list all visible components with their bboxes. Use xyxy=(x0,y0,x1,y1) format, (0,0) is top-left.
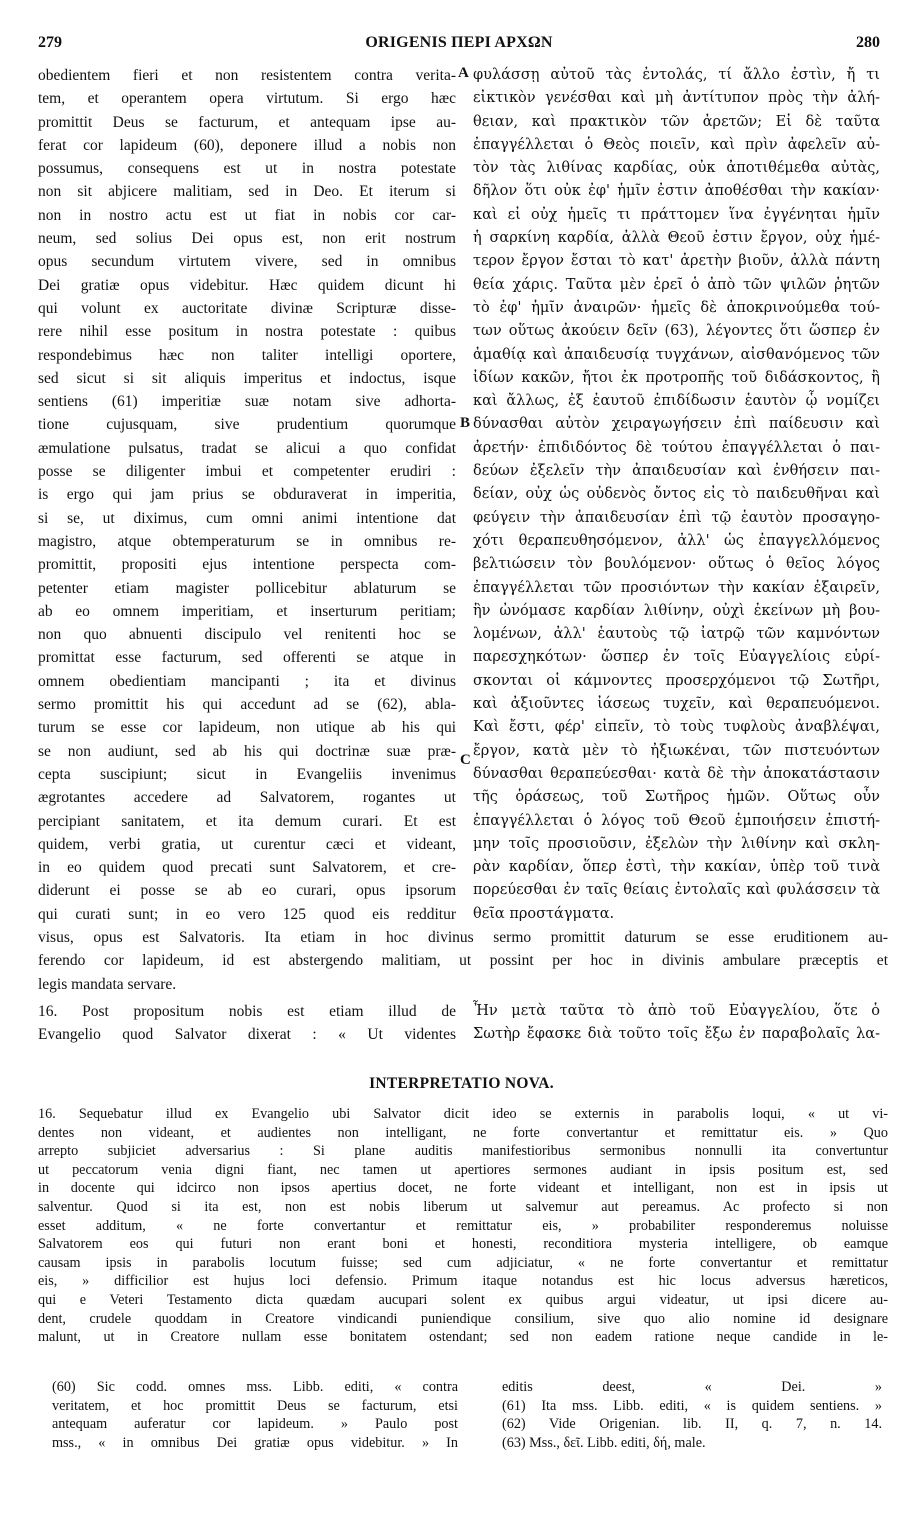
footnote-line: antequam auferatur cor lapideum. » Paulo post xyxy=(52,1416,458,1433)
full-width-text-line: visus, opus est Salvatoris. Ita etiam in hoc divinus sermo promittit daturum se esse eruditionem au- xyxy=(38,929,888,946)
full-width-lines xyxy=(38,926,888,996)
footnote-line: veritatem, et hoc promittit Deus se facturum, etsi xyxy=(52,1397,458,1414)
latin-text-line: Evangelio quod Salvator dixerat : « Ut videntes xyxy=(38,1026,456,1044)
interpretatio-text-line: esset additum, « ne forte convertantur et remittatur eis, » probabiliter responderemus noluisse xyxy=(38,1217,888,1234)
footnotes-left xyxy=(52,1378,458,1452)
greek-text-line: Ἦν μετὰ ταῦτα τὸ ἀπὸ τοῦ Εὐαγγελίου, ὅτε ὁ xyxy=(473,1003,880,1019)
greek-text-line: φεύγειν τὴν ἀπαιδευσίαν ἐπὶ τῷ ἑαυτὸν προσαγηο- xyxy=(473,509,880,526)
latin-text-line: tione cujusquam, sive prudentium quorumque xyxy=(38,416,456,434)
latin-text-line: non in nostro actu est ut fiat in nobis cor car- xyxy=(38,206,456,224)
greek-text-line: ἔργον, κατὰ μὲν τὸ ἠξιωκέναι, τῶν πιστευόντων xyxy=(473,742,880,759)
latin-text-line: diderunt ei posse se ab eo curari, opus ipsorum xyxy=(38,882,456,900)
interpretatio-text-line: 16. Sequebatur illud ex Evangelio ubi Salvator dicit ideo se externis in parabolis loqui, « ut vi- xyxy=(38,1106,888,1122)
running-header xyxy=(38,34,880,54)
interpretatio-text-line: causam ipsis in parabolis locutum fuisse; sed cum adjiciatur, « ne forte convertantur et remittatur xyxy=(38,1254,888,1271)
latin-text-line: sentiens (61) imperitiæ suæ notam sive adhorta- xyxy=(38,393,456,411)
greek-text-line: δῆλον ὅτι οὐκ ἐφ' ἡμῖν ἐστιν ἀποθέσθαι τὴν κακίαν· xyxy=(473,183,880,200)
greek-text-line: ἐπαγγέλλεται τῶν προσιόντων τὴν κακίαν ἐξαιρεῖν, xyxy=(473,579,880,596)
latin-text-line: rere nihil esse positum in nostra potestate : quibus xyxy=(38,323,456,341)
margin-mark-a: A xyxy=(458,65,469,81)
latin-text-line: obedientem fieri et non resistentem contra verita- xyxy=(38,67,456,84)
greek-text-line: Σωτὴρ ἔφασκε διὰ τοῦτο τοῖς ἔξω ἐν παραβολαῖς λα- xyxy=(473,1026,880,1043)
greek-text-line: ἀρετήν· ἐπιδιδόντος δὲ τούτου ἐπαγγέλλεται ὁ παι- xyxy=(473,439,880,456)
greek-text-line: παρεσχηκότων· ὥσπερ ἐν τοῖς Εὐαγγελίοις εὑρί- xyxy=(473,649,880,666)
latin-text-line: non quo abnuenti discipulo vel renitenti hoc se xyxy=(38,626,456,644)
latin-text-line: Dei gratiæ opus videbitur. Hæc quidem dicunt hi xyxy=(38,276,456,294)
greek-text-line: βελτιώσειν τὸν βουλόμενον· οὕτως ὁ θεῖος λόγος xyxy=(473,556,880,573)
margin-mark-b: B xyxy=(460,415,471,431)
greek-text-line: χότι θεραπευθησόμενον, ἀλλ' ὡς ἐπαγγελλόμενος xyxy=(473,532,880,549)
latin-text-line: percipiant sanitatem, et ita demum curari. Et est xyxy=(38,812,456,830)
interpretatio-text-line: eis, » difficilior est hujus loci defensio. Primum itaque notandus est hic locus adversus hæreticos, xyxy=(38,1273,888,1290)
latin-text-line: qui curati sunt; in eo vero 125 quod eis redditur xyxy=(38,905,456,923)
interpretatio-nova-text xyxy=(38,1105,888,1347)
interpretatio-text-line: salventur. Quod si ita est, non est nobis liberum ut salvemur aut pereamus. Ac profecto si non xyxy=(38,1198,888,1215)
footnotes-right xyxy=(502,1378,882,1452)
full-width-text-line: ferendo cor lapideum, id est abstergendo malitiam, ut possint per hoc in divinis ambulare præceptis et xyxy=(38,952,888,970)
latin-text-line: cepta suscipiunt; sicut in Evangeliis invenimus xyxy=(38,765,456,783)
latin-text-line: sed sicut si sit aliquis imperitus et indoctus, isque xyxy=(38,369,456,387)
latin-text-line: magistro, atque obtemperaturum se in omnibus re- xyxy=(38,532,456,550)
greek-text-line: τὸ ἐφ' ἡμῖν ἀναιρῶν· ἡμεῖς δὲ ἀποκρινούμεθα τού- xyxy=(473,299,880,316)
latin-text-line: opus secundum virtutem vivere, sed in omnibus xyxy=(38,253,456,271)
greek-text-line: των οὕτως ἀκούειν δεῖν (63), λέγοντες ὅτι ὥσπερ ἐν xyxy=(473,323,880,340)
running-title: ORIGENIS ΠΕΡΙ ΑΡΧΩΝ xyxy=(365,34,553,51)
greek-text-line: θεία χάρις. Ταῦτα μὲν ἐρεῖ ὁ ἀπὸ τῶν ψιλῶν ῥητῶν xyxy=(473,276,880,293)
latin-text-line: quidem, verbi gratia, ut curentur cæci et videant, xyxy=(38,835,456,853)
greek-text-line: ἰδίων κακῶν, ἤτοι ἐκ προτροπῆς τοῦ διδάσκοντος, ἢ xyxy=(473,369,880,386)
greek-text-line: δύνασθαι θεραπεύεσθαι· κατὰ δὲ τὴν ἀποκατάστασιν xyxy=(473,765,880,782)
greek-text-line: ρὰν καρδίαν, ὅπερ ἐστὶ, τὴν κακίαν, ὑπὲρ τοῦ τινὰ xyxy=(473,859,880,876)
greek-text-line: τὸν τὰς λιθίνας καρδίας, οὐκ ἀποτιθέμεθα αὐτὰς, xyxy=(473,160,880,177)
greek-text-line: φυλάσσῃ αὐτοῦ τὰς ἐντολάς, τί ἄλλο ἐστὶν, ἤ τι xyxy=(473,67,880,83)
greek-text-line: καὶ εἰ οὐχ ἡμεῖς τι πράττομεν ἵνα ἐγγένηται ἡμῖν xyxy=(473,206,880,223)
greek-text-line: καὶ ἀξιοῦντες ἰάσεως τυχεῖν, καὶ θεραπευόμενοι. xyxy=(473,696,880,713)
footnote-line: mss., « in omnibus Dei gratiæ opus videbitur. » In xyxy=(52,1434,458,1451)
paragraph-16-greek xyxy=(473,1000,880,1047)
greek-text-line: ἡ σαρκίνη καρδία, ἀλλὰ Θεοῦ ἐστιν ἔργον, οὐχ ἡμέ- xyxy=(473,230,880,247)
greek-text-line: ἐπαγγέλλεται ὁ Θεὸς ποιεῖν, καὶ πρὶν ἀφελεῖν αὐ- xyxy=(473,136,880,153)
greek-text-line: ἐπαγγέλλεται ὁ λόγος τοῦ Θεοῦ ἐμποιήσειν ἐπιστή- xyxy=(473,812,880,829)
greek-text-line: δύνασθαι αὐτὸν χειραγωγήσειν ἐπὶ παίδευσιν καὶ xyxy=(473,416,880,433)
latin-text-line: possumus, consequens est ut in nostra potestate xyxy=(38,160,456,178)
greek-text-line: θειαν, καὶ πρακτικὸν τῶν ἀρετῶν; Εἰ δὲ ταῦτα xyxy=(473,113,880,130)
footnote-line: editis deest, « Dei. » xyxy=(502,1379,882,1395)
latin-text-line: tem, et operantem opera virtutum. Si ergo hæc xyxy=(38,90,456,108)
greek-text-line: σκονται οἱ κάμνοντες προσερχόμενοι τῷ Σωτῆρι, xyxy=(473,672,880,689)
latin-column xyxy=(38,64,456,926)
section-title: INTERPRETATIO NOVA. xyxy=(369,1075,554,1092)
page-number-right: 280 xyxy=(856,34,880,51)
greek-text-line: εἰκτικὸν γενέσθαι καὶ μὴ ἀντίτυπον πρὸς τὴν ἀλή- xyxy=(473,90,880,107)
latin-text-line: is ergo qui jam prius se obduraverat in imperitia, xyxy=(38,486,456,504)
greek-text-line: δείαν, οὐχ ὡς οὐδενὸς ὄντος εἰς τὸ παιδευθῆναι καὶ xyxy=(473,486,880,503)
footnote-line: (60) Sic codd. omnes mss. Libb. editi, « contra xyxy=(52,1379,458,1395)
latin-text-line: promittit Deus se facturum, et antequam ipse au- xyxy=(38,113,456,131)
interpretatio-text-line: dent, crudele quoddam in Creatore vindicandi puniendique consilium, sive quo alio nomine id designare xyxy=(38,1310,888,1327)
greek-text-line: λομένων, ἀλλ' ἑαυτοὺς τῷ ἰατρῷ τῶν καμνόντων xyxy=(473,626,880,643)
paragraph-16-latin xyxy=(38,1000,456,1047)
latin-text-line: promittat esse facturum, sed offerenti se atque in xyxy=(38,649,456,667)
latin-text-line: respondebimus hæc non taliter intelligi oportere, xyxy=(38,346,456,364)
latin-text-line: æmulatione pulsatus, tradat se alicui a quo confidat xyxy=(38,439,456,457)
interpretatio-text-line: arrepto subjiciet adversarius : Si plane auditis manifestioribus sermonibus nonnulli ita convertuntur xyxy=(38,1143,888,1160)
latin-text-line: in eo quidem quod precati sunt Salvatorem, et cre- xyxy=(38,859,456,877)
latin-text-line: ægrotantes accedere ad Salvatorem, rogantes ut xyxy=(38,789,456,807)
latin-text-line: petenter etiam magister pollicebitur ablaturum se xyxy=(38,579,456,597)
greek-text-line: τῆς ὁράσεως, τοῦ Σωτῆρος ἡμῶν. Οὕτως οὖν xyxy=(473,789,880,806)
latin-text-line: non sit abjicere malitiam, sed in Deo. Et iterum si xyxy=(38,183,456,201)
latin-text-line: turum se esse cor lapideum, non utique ab his qui xyxy=(38,719,456,737)
greek-text-line: θεῖα προστάγματα. xyxy=(473,905,615,922)
margin-mark-c: C xyxy=(460,752,471,768)
greek-column xyxy=(473,64,880,926)
footnote-line: (63) Mss., δεῖ. Libb. editi, δή, male. xyxy=(502,1434,706,1451)
full-width-text-line: legis mandata servare. xyxy=(38,975,177,993)
interpretatio-text-line: qui e Veteri Testamento dicta quædam aucupari solent ex quibus argui videatur, ut ipsi dicere au- xyxy=(38,1291,888,1308)
greek-text-line: τερον ἔργον ἔσται τὸ κατ' ἀρετὴν βιοῦν, ἀλλὰ πάντη xyxy=(473,253,880,270)
latin-text-line: neum, sed solius Dei opus est, non erit nostrum xyxy=(38,230,456,248)
greek-text-line: Καὶ ἔστι, φέρ' εἰπεῖν, τὸ τοὺς τυφλοὺς ἀναβλέψαι, xyxy=(473,719,880,736)
latin-text-line: se non audiunt, sed ab his qui doctrinæ suæ præ- xyxy=(38,742,456,760)
latin-text-line: promittit, propositi ejus intentione perspecta com- xyxy=(38,556,456,574)
greek-text-line: ἣν ὠνόμασε καρδίαν λιθίνην, οὐχὶ ἐκείνων μὴ βου- xyxy=(473,602,880,619)
interpretatio-text-line: malunt, ut in Creatore nullam esse bonitatem ostendant; sed non eadem ratione neque candide in le- xyxy=(38,1329,888,1346)
latin-text-line: 16. Post propositum nobis est etiam illud de xyxy=(38,1003,456,1020)
latin-text-line: omnem obedientiam mancipanti ; ita et divinus xyxy=(38,672,456,690)
greek-text-line: μην τοῖς προσιοῦσιν, ἐξελὼν τὴν λιθίνην καὶ σκλη- xyxy=(473,835,880,852)
latin-text-line: qui volunt ex auctoritate divinæ Scripturæ disse- xyxy=(38,299,456,317)
interpretatio-text-line: dentes non videant, et audientes non intelligant, ne forte convertantur et remittatur eis. » Quo xyxy=(38,1124,888,1141)
footnote-line: (62) Vide Origenian. lib. II, q. 7, n. 14. xyxy=(502,1416,882,1433)
latin-text-line: ferat cor lapideum (60), deponere illud a nobis non xyxy=(38,136,456,154)
footnote-line: (61) Ita mss. Libb. editi, « is quidem sentiens. » xyxy=(502,1397,882,1414)
greek-text-line: καὶ ἄλλως, ἐξ ἑαυτοῦ ἐπιδίδωσιν ἑαυτὸν ᾧ νομίζει xyxy=(473,393,880,410)
greek-text-line: πορεύεσθαι ἐν ταῖς θείαις ἐντολαῖς καὶ φυλάσσειν τὰ xyxy=(473,882,880,899)
interpretatio-text-line: ut peccatorum venia digni fiant, nec tamen ut apertiores sermones audiant in ipsis positum est, sed xyxy=(38,1161,888,1178)
latin-text-line: si se, ut diximus, cum omni animi intentione dat xyxy=(38,509,456,527)
interpretatio-text-line: in docente qui idcirco non ipsos apertius docet, ne forte videant et intelligant, non est in ipsis ut xyxy=(38,1180,888,1197)
interpretatio-text-line: Salvatorem eos qui futuri non erant boni et honesti, reconditiora mysteria intelligere, ob eamque xyxy=(38,1236,888,1253)
greek-text-line: ἀμαθίᾳ καὶ ἀπαιδευσίᾳ τυγχάνων, αἰσθανόμενος τῶν xyxy=(473,346,880,363)
latin-text-line: posse se diligenter imbui et competenter erudiri : xyxy=(38,463,456,481)
page-number-left: 279 xyxy=(38,34,62,51)
greek-text-line: δεύων ἐξελεῖν τὴν ἀπαιδευσίαν καὶ ἐνθήσειν παι- xyxy=(473,463,880,480)
latin-text-line: ab eo omnem imperitiam, et inserturum peritiam; xyxy=(38,602,456,620)
latin-text-line: sermo promittit his qui accedunt ad se (62), abla- xyxy=(38,696,456,714)
